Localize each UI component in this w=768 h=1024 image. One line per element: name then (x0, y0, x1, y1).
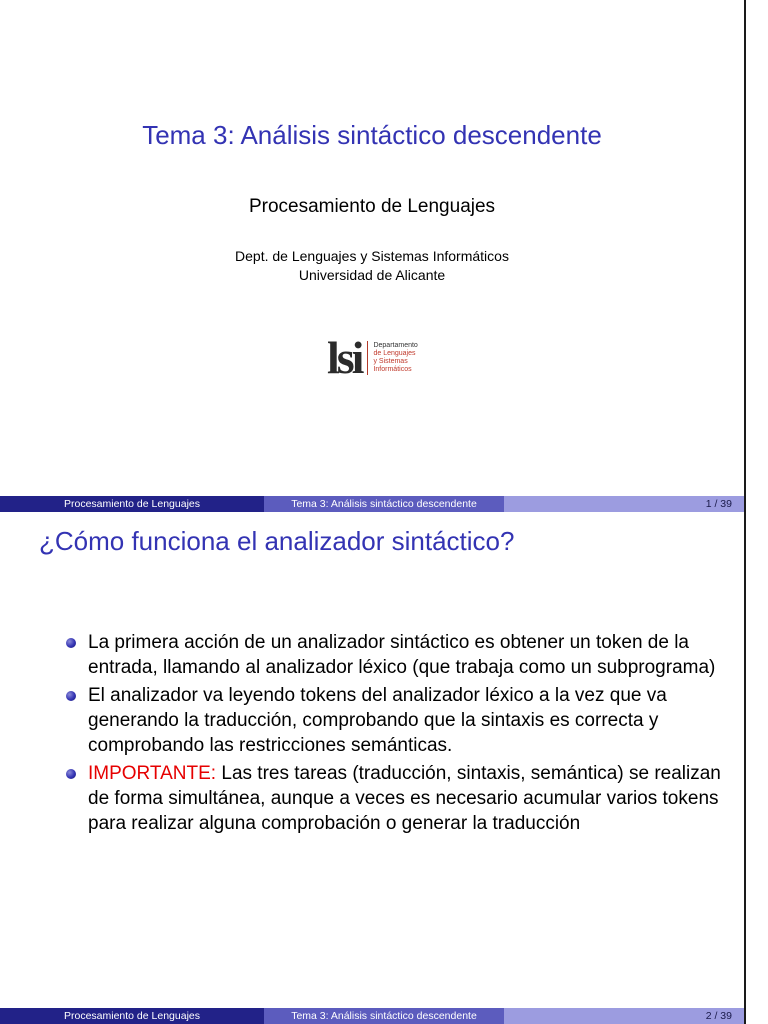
list-item (66, 761, 736, 836)
footer-course: Procesamiento de Lenguajes (0, 496, 264, 512)
bullet-text: El analizador va leyendo tokens del analizador léxico a la vez que va generando la traducción, comprobando que la sintaxis es correcta y comprobando las restricciones semánticas. (88, 685, 667, 756)
list-item (66, 683, 736, 758)
footer-topic: Tema 3: Análisis sintáctico descendente (264, 496, 504, 512)
bullet-icon (66, 638, 76, 648)
slide-footer (0, 496, 744, 512)
lsi-logo (327, 332, 418, 383)
important-label: IMPORTANTE: (88, 763, 217, 784)
page-edge-rule (744, 0, 746, 1024)
bullet-text: La primera acción de un analizador sintáctico es obtener un token de la entrada, llamando al analizador léxico (que trabaja como un subprograma) (88, 632, 716, 678)
slide-footer (0, 1008, 744, 1024)
footer-course: Procesamiento de Lenguajes (0, 1008, 264, 1024)
logo-text (373, 342, 417, 374)
slide-subtitle: Procesamiento de Lenguajes (248, 196, 496, 217)
slide-title: ¿Cómo funciona el analizador sintáctico? (39, 526, 515, 556)
logo-line: Departamento (373, 342, 418, 349)
bullet-list (66, 630, 736, 839)
slide-title: Tema 3: Análisis sintáctico descendente (142, 120, 602, 150)
logo-line: Informáticos (373, 366, 412, 373)
bullet-icon (66, 691, 76, 701)
university-name: Universidad de Alicante (298, 267, 446, 283)
logo-divider (367, 341, 368, 375)
footer-topic: Tema 3: Análisis sintáctico descendente (264, 1008, 504, 1024)
logo-mark: lsi (327, 332, 362, 383)
footer-page-number: 2 / 39 (504, 1008, 744, 1024)
footer-page-number: 1 / 39 (504, 496, 744, 512)
department-name: Dept. de Lenguajes y Sistemas Informáticos (235, 248, 509, 264)
slide-2 (0, 512, 744, 1024)
slide-1 (0, 0, 744, 512)
institution-block (0, 247, 744, 285)
logo-line: y Sistemas (373, 358, 408, 365)
bullet-text: Las tres tareas (traducción, sintaxis, semántica) se realizan de forma simultánea, aunque a veces es necesario acumular varios tokens para realizar alguna comprobación o generar la traducción (88, 763, 721, 834)
list-item (66, 630, 736, 680)
logo-line: de Lenguajes (373, 350, 416, 357)
bullet-icon (66, 769, 76, 779)
